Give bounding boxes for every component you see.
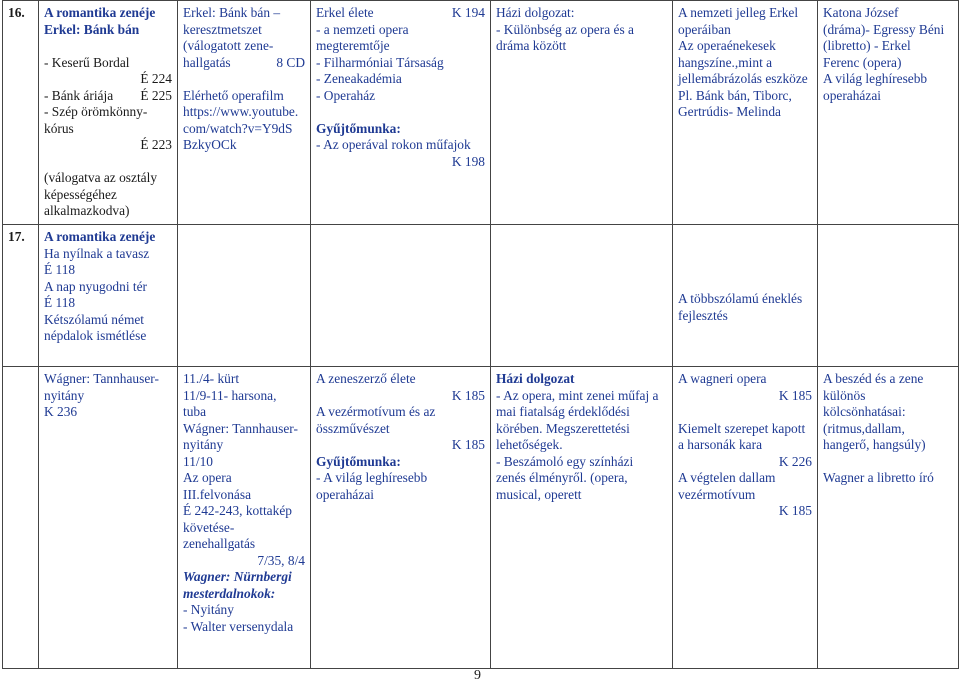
song-item: - Szép örömkönny- <box>44 104 148 119</box>
connections-line: (libretto) - Erkel <box>823 38 911 53</box>
homework-line: - Különbség az opera és a <box>496 21 634 37</box>
homework-line: - Az opera, mint zenei műfaj a <box>496 387 659 403</box>
homework-line: - Beszámoló egy színházi <box>496 453 634 469</box>
listening-line: Wagner: Nürnbergi <box>183 569 292 584</box>
connections-line: (ritmus,dallam, <box>823 420 905 436</box>
listening-cell <box>178 225 311 367</box>
work-title: Erkel: Bánk bán <box>44 21 140 37</box>
knowledge-line: operaházai <box>316 486 374 502</box>
listening-line: É 242-243, kottakép <box>183 503 292 518</box>
listening-line: tuba <box>183 404 207 419</box>
knowledge-line: A vezérmotívum és az <box>316 404 436 419</box>
skills-ref: K 185 <box>778 387 812 403</box>
listening-line: Elérhető operafilm <box>183 87 284 103</box>
lesson-row-17 <box>3 225 959 367</box>
song-cell <box>39 225 178 367</box>
song-ref: É 225 <box>140 87 172 103</box>
skills-line: Gertrúdis- Melinda <box>678 104 782 119</box>
connections-line: A beszéd és a zene <box>823 371 924 386</box>
homework-line: zenés élményről. (opera, <box>496 470 628 485</box>
homework-cell <box>491 1 673 225</box>
knowledge-line: megteremtője <box>316 38 390 53</box>
connections-line: Wagner a libretto író <box>823 470 934 485</box>
homework-line: körében. Megszerettetési <box>496 420 630 436</box>
skills-ref: K 226 <box>778 453 812 469</box>
listening-line: mesterdalnokok: <box>183 585 276 601</box>
connections-line: hangerő, hangsúly) <box>823 437 926 452</box>
note: (válogatva az osztály <box>44 170 158 185</box>
connections-line: (dráma)- Egressy Béni <box>823 21 945 37</box>
knowledge-line: - A világ leghíresebb <box>316 470 428 485</box>
homework-heading: Házi dolgozat: <box>496 5 575 20</box>
knowledge-ref: K 194 <box>451 5 485 20</box>
skills-line: vezérmotívum <box>678 486 756 502</box>
homework-line: lehetőségek. <box>496 437 563 452</box>
skills-cell <box>673 225 818 367</box>
song-ref: É 224 <box>140 71 172 86</box>
connections-cell <box>818 1 959 225</box>
note: alkalmazkodva) <box>44 203 130 218</box>
song-cell <box>39 1 178 225</box>
lesson-row-16 <box>3 1 959 225</box>
skills-line: hangszíne.,mint a <box>678 54 773 70</box>
listening-line: keresztmetszet <box>183 21 262 37</box>
connections-line: különös <box>823 387 866 403</box>
skills-line: A nemzeti jelleg Erkel <box>678 5 799 20</box>
skills-cell <box>673 367 818 669</box>
knowledge-cell <box>311 225 491 367</box>
homework-line: dráma között <box>496 38 567 53</box>
topic-title: A romantika zenéje <box>44 5 156 20</box>
knowledge-line: - a nemzeti opera <box>316 21 409 37</box>
knowledge-line: - Operaház <box>316 87 376 103</box>
song-line: A nap nyugodni tér <box>44 278 148 294</box>
song-item: - Keserű Bordal <box>44 54 130 70</box>
skills-ref: K 185 <box>778 503 812 518</box>
knowledge-line: Erkel élete <box>316 5 374 20</box>
skills-line: A többszólamú éneklés <box>678 291 803 306</box>
lesson-number: 17. <box>3 225 39 367</box>
page-number: 9 <box>474 668 481 683</box>
skills-cell <box>673 1 818 225</box>
skills-line: Kiemelt szerepet kapott <box>678 420 806 436</box>
song-line: Wágner: Tannhauser- <box>44 371 159 386</box>
operafilm-link[interactable]: BzkyOCk <box>183 137 237 152</box>
collection-heading: Gyűjtőmunka: <box>316 453 401 469</box>
knowledge-ref: K 198 <box>451 153 485 169</box>
listening-line: Erkel: Bánk bán – <box>183 5 281 20</box>
knowledge-line: A zeneszerző élete <box>316 371 416 386</box>
listening-line: zenehallgatás <box>183 536 256 551</box>
knowledge-cell <box>311 1 491 225</box>
knowledge-line: összművészet <box>316 420 390 436</box>
lesson-number <box>3 367 39 669</box>
skills-line: fejlesztés <box>678 307 728 323</box>
topic-title: A romantika zenéje <box>44 229 156 244</box>
homework-line: mai fiatalság érdeklődési <box>496 404 630 419</box>
song-line: népdalok ismétlése <box>44 328 147 343</box>
song-item: kórus <box>44 120 74 136</box>
skills-line: operáiban <box>678 21 731 37</box>
listening-cell <box>178 1 311 225</box>
curriculum-table <box>2 0 959 669</box>
knowledge-line: - Filharmóniai Társaság <box>316 54 444 70</box>
connections-cell <box>818 225 959 367</box>
homework-cell <box>491 367 673 669</box>
song-line: Ha nyílnak a tavasz <box>44 245 150 261</box>
skills-line: a harsonák kara <box>678 437 763 452</box>
listening-line: hallgatás <box>183 54 231 70</box>
knowledge-cell <box>311 367 491 669</box>
collection-heading: Gyűjtőmunka: <box>316 120 401 136</box>
connections-line: Ferenc (opera) <box>823 54 902 70</box>
knowledge-line: - Zeneakadémia <box>316 71 402 86</box>
listening-line: nyitány <box>183 437 224 452</box>
connections-line: operaházai <box>823 87 881 103</box>
listening-line: Az opera <box>183 470 232 485</box>
connections-cell <box>818 367 959 669</box>
homework-line: musical, operett <box>496 486 582 502</box>
listening-line: 11./4- kürt <box>183 371 240 386</box>
lesson-number: 16. <box>3 1 39 225</box>
listening-line: 11/10 <box>183 453 214 469</box>
skills-line: Az operaénekesek <box>678 38 776 53</box>
listening-line: (válogatott zene- <box>183 38 274 53</box>
knowledge-line: - Az operával rokon műfajok <box>316 137 471 152</box>
listening-ref: 8 CD <box>276 54 305 70</box>
operafilm-link[interactable]: https://www.youtube. <box>183 104 299 119</box>
listening-cell <box>178 367 311 669</box>
connections-line: A világ leghíresebb <box>823 71 928 86</box>
listening-line: 11/9-11- harsona, <box>183 387 277 403</box>
homework-cell <box>491 225 673 367</box>
note: képességéhez <box>44 186 117 202</box>
listening-line: Wágner: Tannhauser- <box>183 420 298 436</box>
song-cell <box>39 367 178 669</box>
listening-line: - Walter versenydala <box>183 618 294 634</box>
song-line: nyitány <box>44 387 85 403</box>
knowledge-ref: K 185 <box>451 437 485 452</box>
skills-line: A végtelen dallam <box>678 470 776 485</box>
skills-line: jellemábrázolás eszköze <box>678 71 808 86</box>
song-line: Kétszólamú német <box>44 311 145 327</box>
homework-heading: Házi dolgozat <box>496 371 575 386</box>
song-ref: É 223 <box>140 137 172 152</box>
knowledge-ref: K 185 <box>451 387 485 403</box>
listening-line: III.felvonása <box>183 486 252 502</box>
skills-line: Pl. Bánk bán, Tiborc, <box>678 87 792 103</box>
connections-line: kölcsönhatásai: <box>823 404 906 419</box>
listening-ref: 7/35, 8/4 <box>257 552 305 568</box>
listening-line: - Nyitány <box>183 602 234 617</box>
operafilm-link[interactable]: com/watch?v=Y9dS <box>183 120 293 136</box>
connections-line: Katona József <box>823 5 899 20</box>
song-line: É 118 <box>44 295 76 310</box>
lesson-row-18 <box>3 367 959 669</box>
song-item: - Bánk áriája <box>44 87 114 103</box>
song-line: É 118 <box>44 262 76 277</box>
skills-line: A wagneri opera <box>678 371 767 386</box>
song-line: K 236 <box>44 404 78 419</box>
listening-line: követése- <box>183 519 235 535</box>
